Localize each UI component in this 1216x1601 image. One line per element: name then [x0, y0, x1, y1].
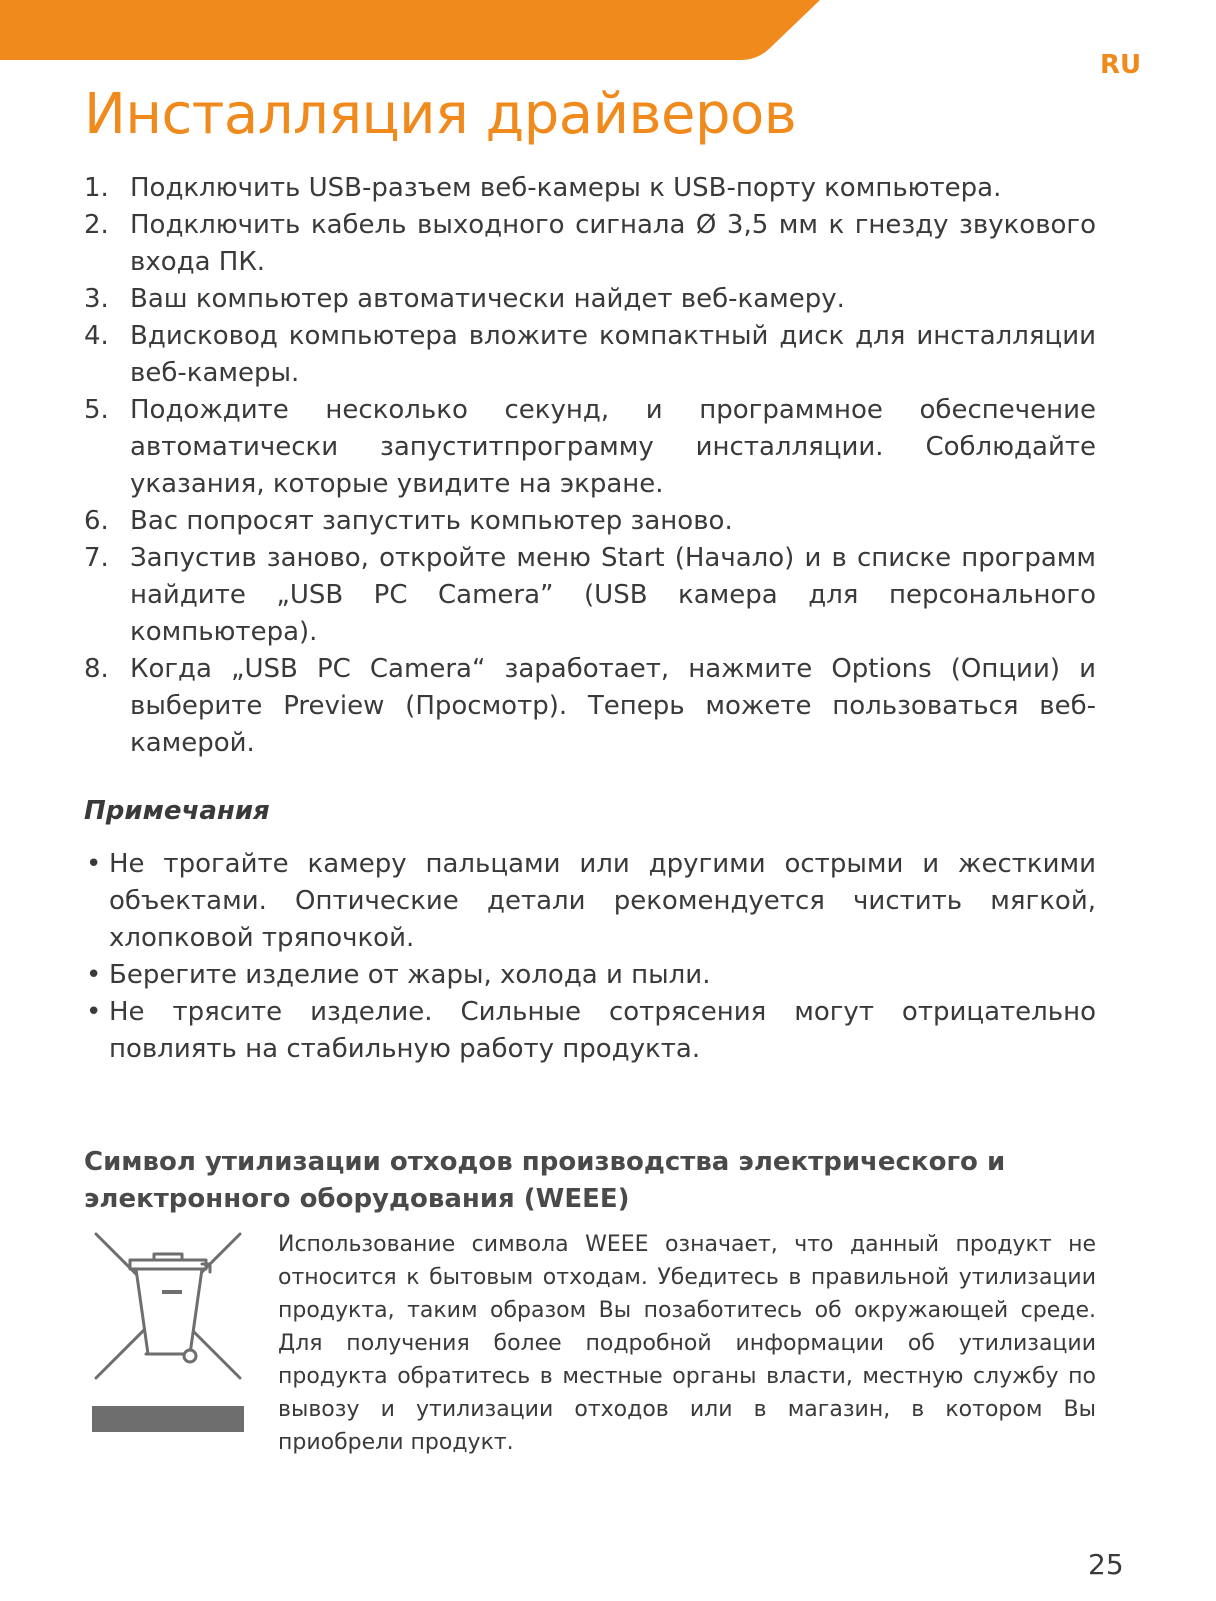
list-item [84, 540, 1096, 651]
step-text: Вдисковод компьютера вложите компактный диск для инсталляции веб-камеры. [130, 321, 1096, 388]
list-item [84, 957, 1096, 994]
weee-heading: Символ утилизации отходов производства электрического и электронного оборудования (WEEE) [84, 1147, 1006, 1214]
crossed-out-wheelie-bin-icon [92, 1230, 244, 1438]
list-item [84, 392, 1096, 503]
list-item [84, 281, 1096, 318]
step-text: Подождите несколько секунд, и программное обеспечение автоматически запуститпрограмму инсталляции. Соблюдайте указания, которые увидите на экране. [130, 395, 1096, 499]
list-item [84, 318, 1096, 392]
step-text: Когда „USB PC Camera“ заработает, нажмите Options (Опции) и выберите Preview (Просмотр). Теперь можете пользоваться веб-камерой. [130, 654, 1096, 758]
step-number: 1. [84, 173, 109, 203]
step-text: Подключить кабель выходного сигнала Ø 3,5 мм к гнезду звукового входа ПК. [130, 210, 1096, 277]
list-item [84, 503, 1096, 540]
notes-list [84, 846, 1096, 1068]
step-number: 3. [84, 284, 109, 314]
step-number: 4. [84, 321, 109, 351]
step-number: 6. [84, 506, 109, 536]
note-text: Не трясите изделие. Сильные сотрясения могут отрицательно повлиять на стабильную работу продукта. [109, 997, 1096, 1064]
list-item [84, 207, 1096, 281]
list-item [84, 994, 1096, 1068]
weee-description: Использование символа WEEE означает, что данный продукт не относится к бытовым отходам. Убедитесь в правильной утилизации продукта, таким образом Вы позаботитесь об окружающей среде. Для получения более подробной информации об утилизации продукта обратитесь в местные органы власти, местную службу по вывозу и утилизации отходов или в магазин, в котором Вы приобрели продукт. [278, 1232, 1096, 1455]
installation-steps-list [84, 170, 1096, 762]
step-text: Вас попросят запустить компьютер заново. [130, 506, 733, 536]
step-text: Подключить USB-разъем веб-камеры к USB-порту компьютера. [130, 173, 1002, 203]
step-text: Ваш компьютер автоматически найдет веб-камеру. [130, 284, 845, 314]
bullet-icon: • [86, 997, 102, 1027]
bullet-icon: • [86, 960, 102, 990]
step-number: 7. [84, 543, 109, 573]
list-item [84, 170, 1096, 207]
step-number: 5. [84, 395, 109, 425]
orange-header-band [0, 0, 820, 60]
bullet-icon: • [86, 849, 102, 879]
list-item [84, 651, 1096, 762]
note-text: Берегите изделие от жары, холода и пыли. [109, 960, 711, 990]
step-number: 8. [84, 654, 109, 684]
list-item [84, 846, 1096, 957]
step-number: 2. [84, 210, 109, 240]
page-number: 25 [1088, 1548, 1124, 1581]
page-title: Инсталляция драйверов [84, 82, 797, 147]
notes-heading: Примечания [84, 796, 270, 826]
step-text: Запустив заново, откройте меню Start (Начало) и в списке программ найдите „USB PC Camera” (USB камера для персонального компьютера). [130, 543, 1096, 647]
language-label: RU [1100, 50, 1142, 80]
note-text: Не трогайте камеру пальцами или другими острыми и жесткими объектами. Оптические детали рекомендуется чистить мягкой, хлопковой тряпочкой. [109, 849, 1096, 953]
